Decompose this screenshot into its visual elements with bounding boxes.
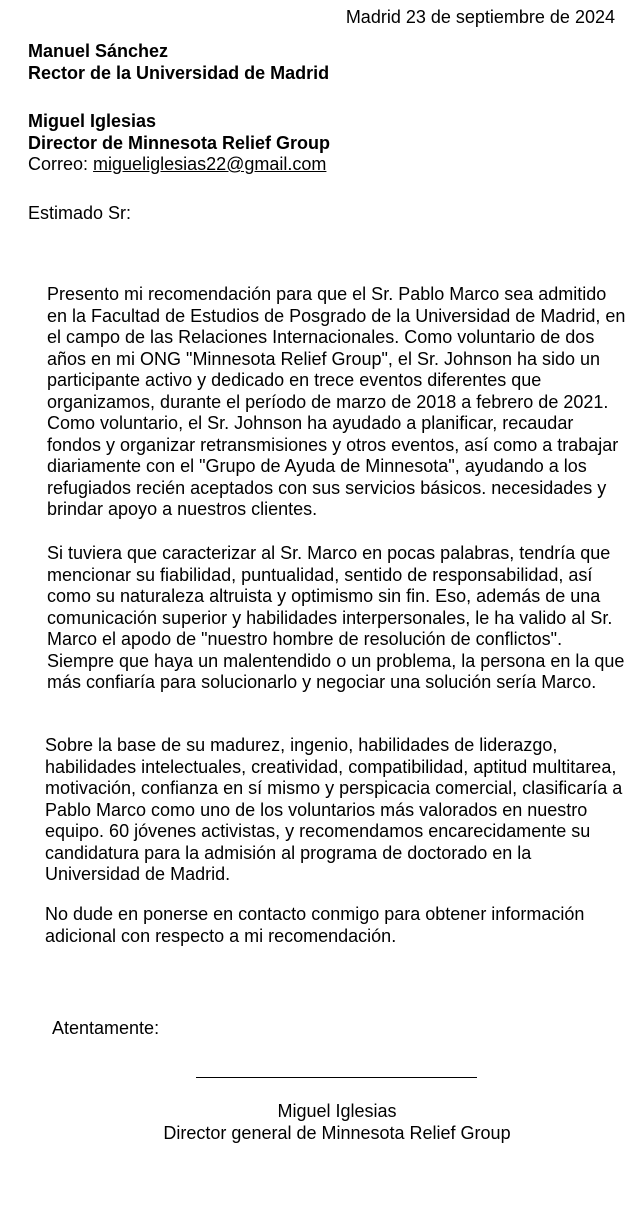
signature-line: [196, 1077, 477, 1078]
sender-name: Miguel Iglesias: [28, 111, 157, 131]
email-label: Correo:: [28, 154, 89, 174]
letter-date: Madrid 23 de septiembre de 2024: [345, 7, 615, 27]
signature-name: Miguel Iglesias: [277, 1101, 397, 1121]
body-paragraph-4: No dude en ponerse en contacto conmigo para obtener información adicional con respecto a mi recomendación.: [45, 904, 585, 946]
body-paragraph-1: Presento mi recomendación para que el Sr. Pablo Marco sea admitido en la Facultad de Estudios de Posgrado de la Universidad de Madrid, en el campo de las Relaciones Internacionales. Como voluntario de dos años en mi ONG "Minnesota Relief Group", el Sr. Johnson ha sido un participante activo y dedicado en trece eventos diferentes que organizamos, durante el período de marzo de 2018 a febrero de 2021. Como voluntario, el Sr. Johnson ha ayudado a planificar, recaudar fondos y organizar retransmisiones y otros eventos, así como a trabajar diariamente con el "Grupo de Ayuda de Minnesota", ayudando a los refugiados recién aceptados con sus servicios básicos. necesidades y brindar apoyo a nuestros clientes.: [47, 284, 626, 519]
body-paragraph-3: Sobre la base de su madurez, ingenio, habilidades de liderazgo, habilidades intelectuales, creatividad, compatibilidad, aptitud multitarea, motivación, confianza en sí mismo y perspicacia comercial, clasificaría a Pablo Marco como uno de los voluntarios más valorados en nuestro equipo. 60 jóvenes activistas, y recomendamos encarecidamente su candidatura para la admisión al programa de doctorado en la Universidad de Madrid.: [45, 735, 623, 884]
closing: Atentamente:: [52, 1018, 160, 1038]
sender-email-line: [28, 154, 330, 176]
signature-title: Director general de Minnesota Relief Group: [163, 1122, 511, 1143]
recipient-block: [28, 41, 329, 84]
recipient-name: Manuel Sánchez: [28, 41, 169, 61]
recipient-title: Rector de la Universidad de Madrid: [28, 62, 330, 83]
email-link[interactable]: migueliglesias22@gmail.com: [93, 154, 327, 174]
body-paragraph-2: Si tuviera que caracterizar al Sr. Marco en pocas palabras, tendría que mencionar su fiabilidad, puntualidad, sentido de responsabilidad, así como su naturaleza altruista y optimismo sin fin. Eso, además de una comunicación superior y habilidades interpersonales, le ha valido al Sr. Marco el apodo de "nuestro hombre de resolución de conflictos". Siempre que haya un malentendido o un problema, la persona en la que más confiaría para solucionarlo y negociar una solución sería Marco.: [47, 543, 625, 692]
sender-title: Director de Minnesota Relief Group: [28, 132, 331, 153]
sender-block: [28, 111, 330, 176]
greeting: Estimado Sr:: [28, 203, 132, 223]
signature-block: [127, 1101, 547, 1144]
